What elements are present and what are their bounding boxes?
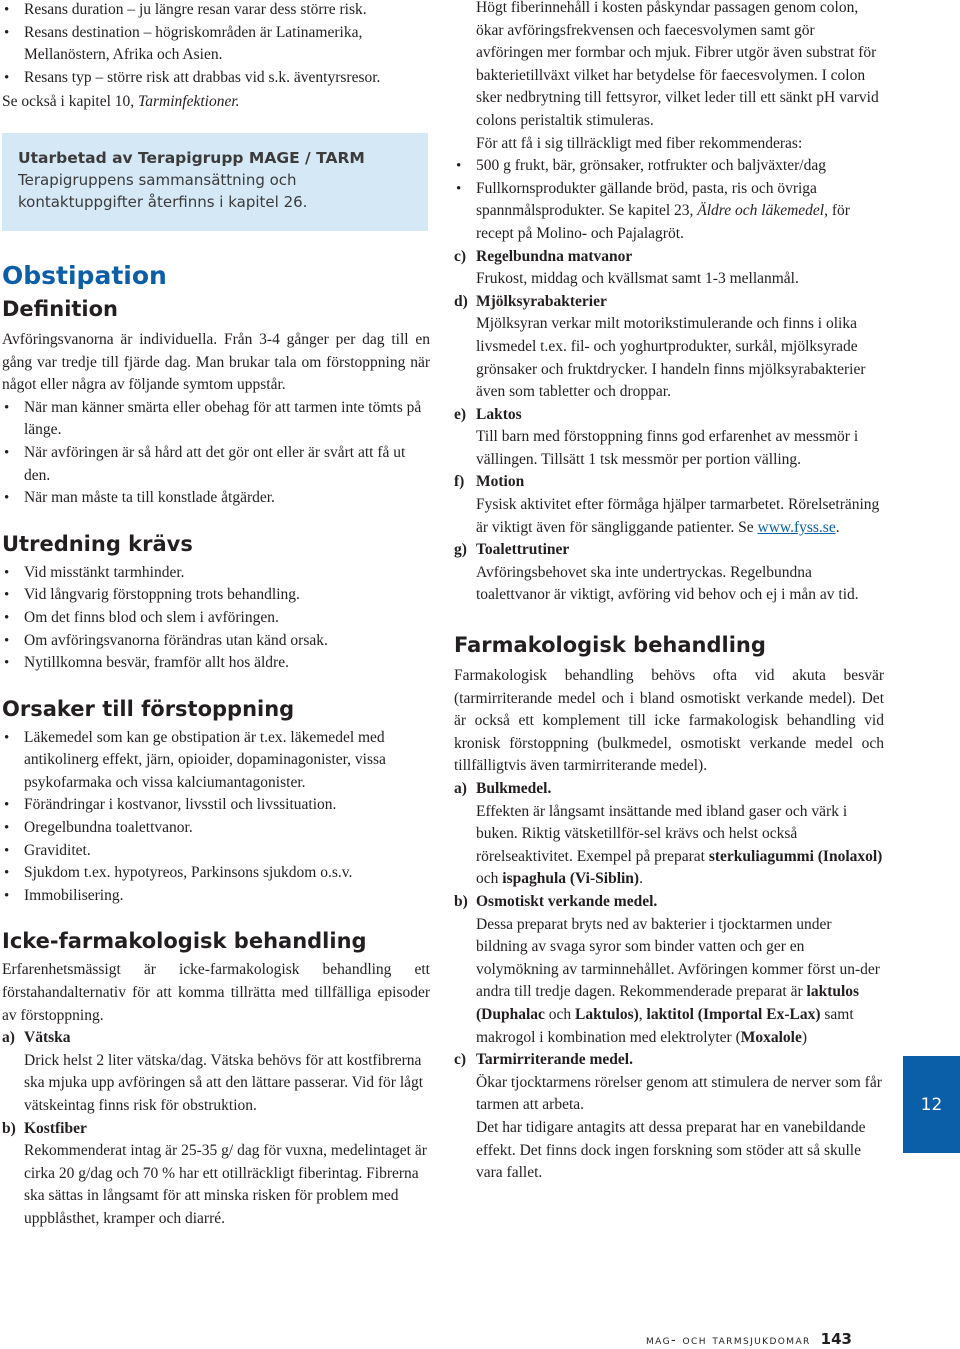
section-osmotiskt [454, 891, 884, 914]
see-also-chapter: Tarminfektioner. [138, 93, 240, 111]
definition-heading: Definition [2, 296, 119, 321]
conjunction: och [548, 1005, 572, 1023]
orsaker-heading: Orsaker till förstoppning [2, 696, 295, 721]
motion-text [454, 494, 884, 539]
drug-name: Moxalole [740, 1028, 802, 1046]
farm-heading: Farmakologisk behandling [454, 633, 766, 658]
section-kostfiber [2, 1118, 430, 1141]
laktos-text: Till barn med förstoppning finns god erfarenhet av messmör i vällingen. Tillsätt 1 tsk messmör per portion välling. [476, 428, 859, 468]
chapter-tab: 12 [903, 1056, 960, 1153]
bullet-text: Fullkornsprodukter gällande bröd, pasta, ris och övriga spannmålsprodukter. Se kapitel 23, [476, 179, 817, 220]
section-bulkmedel [454, 778, 884, 801]
list-item: • Sjukdom t.ex. hypotyreos, Parkinsons sjukdom o.s.v. [2, 862, 430, 885]
list-item: • Oregelbundna toalettvanor. [2, 817, 430, 840]
list-item: • Förändringar i kostvanor, livsstil och livssituation. [2, 794, 430, 817]
left-column [2, 0, 430, 1231]
section-label: Osmotiskt verkande medel. [476, 892, 658, 910]
list-item: • Vid misstänkt tarmhinder. [2, 562, 430, 585]
list-item: • När man känner smärta eller obehag för att tarmen inte tömts på länge. [2, 397, 430, 442]
punctuation: ) [801, 1028, 808, 1046]
section-motion [454, 471, 884, 494]
icke-farm-heading: Icke-farmakologisk behandling [2, 929, 367, 954]
fiber-list [454, 155, 884, 245]
section-label: Regelbundna matvanor [476, 247, 633, 265]
fyss-link[interactable]: www.fyss.se [757, 518, 836, 536]
osmotiskt-body: samt makrogol i kombination med elektrolyter ( [476, 1005, 854, 1046]
page-number: 143 [820, 1330, 852, 1348]
list-item: • När man måste ta till konstlade åtgärder. [2, 487, 430, 510]
toalett-text: Avföringsbehovet ska inte undertryckas. Regelbundna toalettvanor är viktigt, avföring vid behov och ej i mån av tid. [476, 563, 859, 604]
punctuation: , [638, 1005, 643, 1023]
box-text: Terapigruppens sammansättning och kontaktuppgifter återfinns i kapitel 26. [18, 170, 308, 211]
drug-name: laktitol (Importal Ex-Lax) [646, 1005, 821, 1023]
section-label: Bulkmedel. [476, 780, 552, 797]
section-label: Kostfiber [24, 1119, 87, 1137]
tarmirriterande-text: Ökar tjocktarmens rörelser genom att stimulera de nerver som får tarmen att arbeta. [476, 1073, 882, 1114]
kostfiber-text: Rekommenderat intag är 25-35 g/ dag för vuxna, medelintaget är cirka 20 g/dag och 70 % har ett otillräckligt fiberintag. Fibrerna ska sättas in långsamt för att minska risken för problem med uppblåsthet, kramper och diarré. [24, 1142, 427, 1227]
section-matvanor [454, 246, 884, 269]
section-label: Mjölksyrabakterier [476, 292, 607, 310]
list-item: • Om avföringsvanorna förändras utan känd orsak. [2, 630, 430, 653]
list-item: • Immobilisering. [2, 885, 430, 908]
section-marker: g) [454, 541, 467, 559]
drug-name: ispaghula (Vi-Siblin) [502, 870, 640, 888]
running-footer: mag- och tarmsjukdomar [646, 1333, 811, 1348]
list-item: • Om det finns blod och slem i avföringen. [2, 607, 430, 630]
drug-name: laktulos (Duphalac [476, 983, 860, 1023]
list-item: • Resans duration – ju längre resan varar dess större risk. [2, 0, 430, 22]
section-laktos [454, 404, 884, 427]
fiber-paragraph: Högt fiberinnehåll i kosten påskyndar passagen genom colon, ökar avföringsfrekvensen och faecesvolymen samt gör avföringen mer formbar och mjuk. Fibrer utgör även substrat för bakterietillväxt vilket har betydelse för faecesvolymen. I colon sker nedbrytning till fettsyror, vilket leder till ett sänkt pH varvid colons peristaltik stimuleras. [476, 0, 879, 129]
motion-body: Fysisk aktivitet efter förmåga hjälper tarmarbetet. Rörelseträning är viktigt även för sängliggande patienter. Se [476, 496, 880, 536]
travel-risk-list [2, 0, 430, 89]
drug-name: sterkuliagummi (Inolaxol) [708, 847, 883, 865]
list-item: • Resans destination – högriskområden är Latinamerika, Mellanöstern, Afrika och Asien. [2, 22, 430, 67]
section-toalett [454, 539, 884, 562]
section-tarmirriterande [454, 1049, 884, 1072]
punctuation: . [835, 518, 840, 536]
list-item: • Läkemedel som kan ge obstipation är t.ex. läkemedel med antikolinerg effekt, järn, opioider, dopaminagonister, vissa psykofarmaka och vissa kalciumantagonister. [2, 727, 430, 795]
section-label: Vätska [24, 1029, 71, 1047]
osmotiskt-text [454, 914, 884, 1050]
drug-name: Laktulos) [575, 1005, 639, 1023]
list-item: • Nytillkomna besvär, framför allt hos äldre. [2, 652, 430, 675]
section-marker: f) [454, 473, 465, 491]
page-footer [646, 1330, 852, 1348]
section-marker: e) [454, 405, 467, 423]
list-item: • När avföringen är så hård att det gör ont eller är svårt att få ut den. [2, 442, 430, 487]
section-marker: d) [454, 292, 468, 310]
list-item: • Resans typ – större risk att drabbas vid s.k. äventyrsresor. [2, 67, 430, 90]
section-marker: b) [454, 892, 468, 910]
punctuation: . [639, 870, 643, 888]
farm-paragraph: Farmakologisk behandling behövs ofta vid akuta besvär (tarmirriterande medel och i bland osmotiskt verkande medel). Det är också ett komplement till icke farmakologisk behandling vid kronisk förstoppning (bulkmedel, osmotiskt verkande medel och tillfälligtvis även tarmirriterande medel). [454, 667, 884, 775]
section-label: Motion [476, 473, 525, 491]
section-marker: c) [454, 1051, 467, 1069]
section-label: Tarmirriterande medel. [476, 1051, 633, 1069]
section-mjolksyra [454, 291, 884, 314]
section-label: Laktos [476, 405, 522, 423]
section-label: Toalettrutiner [476, 541, 570, 559]
bullet-text: för recept på Molino- och Pajalagröt. [476, 202, 850, 242]
see-also-text [2, 91, 430, 114]
see-also-prefix: Se också i kapitel 10, [2, 93, 135, 111]
chapter-reference: Äldre och läkemedel, [697, 202, 828, 220]
list-item: • Graviditet. [2, 840, 430, 863]
right-column [454, 0, 884, 1185]
list-item: • 500 g frukt, bär, grönsaker, rotfrukter och baljväxter/dag [454, 155, 884, 178]
mjolksyra-text: Mjölksyran verkar milt motorikstimulerande och finns i olika livsmedel t.ex. fil- och yoghurtprodukter, surkål, mjölksyrade grönsaker och fruktdrycker. I handeln finns mjölksyrabakterier även som tabletter och droppar. [476, 315, 866, 401]
definition-paragraph: Avföringsvanorna är individuella. Från 3-4 gånger per dag till en gång var tredje till fjärde dag. Man brukar tala om förstoppning när något eller några av följande symtom uppstår. [2, 330, 430, 394]
fiber-recommendation: För att få i sig tillräckligt med fiber rekommenderas: [476, 134, 803, 152]
section-marker: b) [2, 1119, 16, 1137]
section-marker: a) [2, 1029, 15, 1047]
orsaker-list [2, 727, 430, 908]
vatska-text: Drick helst 2 liter vätska/dag. Vätska behövs för att kostfibrerna ska mjuka upp avföringen så att den lättare passerar. Vid för lågt vätskeintag finns risk för obstruktion. [24, 1051, 424, 1114]
icke-farm-paragraph: Erfarenhetsmässigt är icke-farmakologisk behandling ett förstahandalternativ för att komma tillrätta med tillfälliga episoder av förstoppning. [2, 961, 430, 1024]
conjunction: och [476, 870, 499, 888]
obstipation-heading: Obstipation [2, 260, 167, 290]
section-marker: c) [454, 247, 467, 265]
tarmirriterande-note: Det har tidigare antagits att dessa preparat har en vanebildande effekt. Det finns dock ingen forskning som stöder att så skulle vara fallet. [476, 1118, 866, 1182]
bulkmedel-body: Effekten är långsamt insättande med ibland gaser och värk i buken. Riktig vätsketillför-sel krävs och helst också rörelseaktivitet. Exempel på preparat [476, 802, 848, 865]
utredning-heading: Utredning krävs [2, 531, 193, 556]
box-title: Utarbetad av Terapigrupp MAGE / TARM [18, 148, 365, 167]
list-item [454, 178, 884, 246]
section-marker: a) [454, 780, 467, 797]
definition-list [2, 397, 430, 510]
section-vatska [2, 1027, 430, 1050]
osmotiskt-body: Dessa preparat bryts ned av bakterier i tjocktarmen under bildning av svaga syror som binder vatten och ger en volymökning av tarminnehållet. Avföringen kommer först un-der andra till tredje dagen. Rekommenderade preparat är [476, 915, 880, 1001]
therapy-group-box [2, 133, 428, 231]
utredning-list [2, 562, 430, 675]
list-item: • Vid långvarig förstoppning trots behandling. [2, 584, 430, 607]
bulkmedel-text [454, 801, 884, 891]
matvanor-text: Frukost, middag och kvällsmat samt 1-3 mellanmål. [476, 270, 799, 288]
